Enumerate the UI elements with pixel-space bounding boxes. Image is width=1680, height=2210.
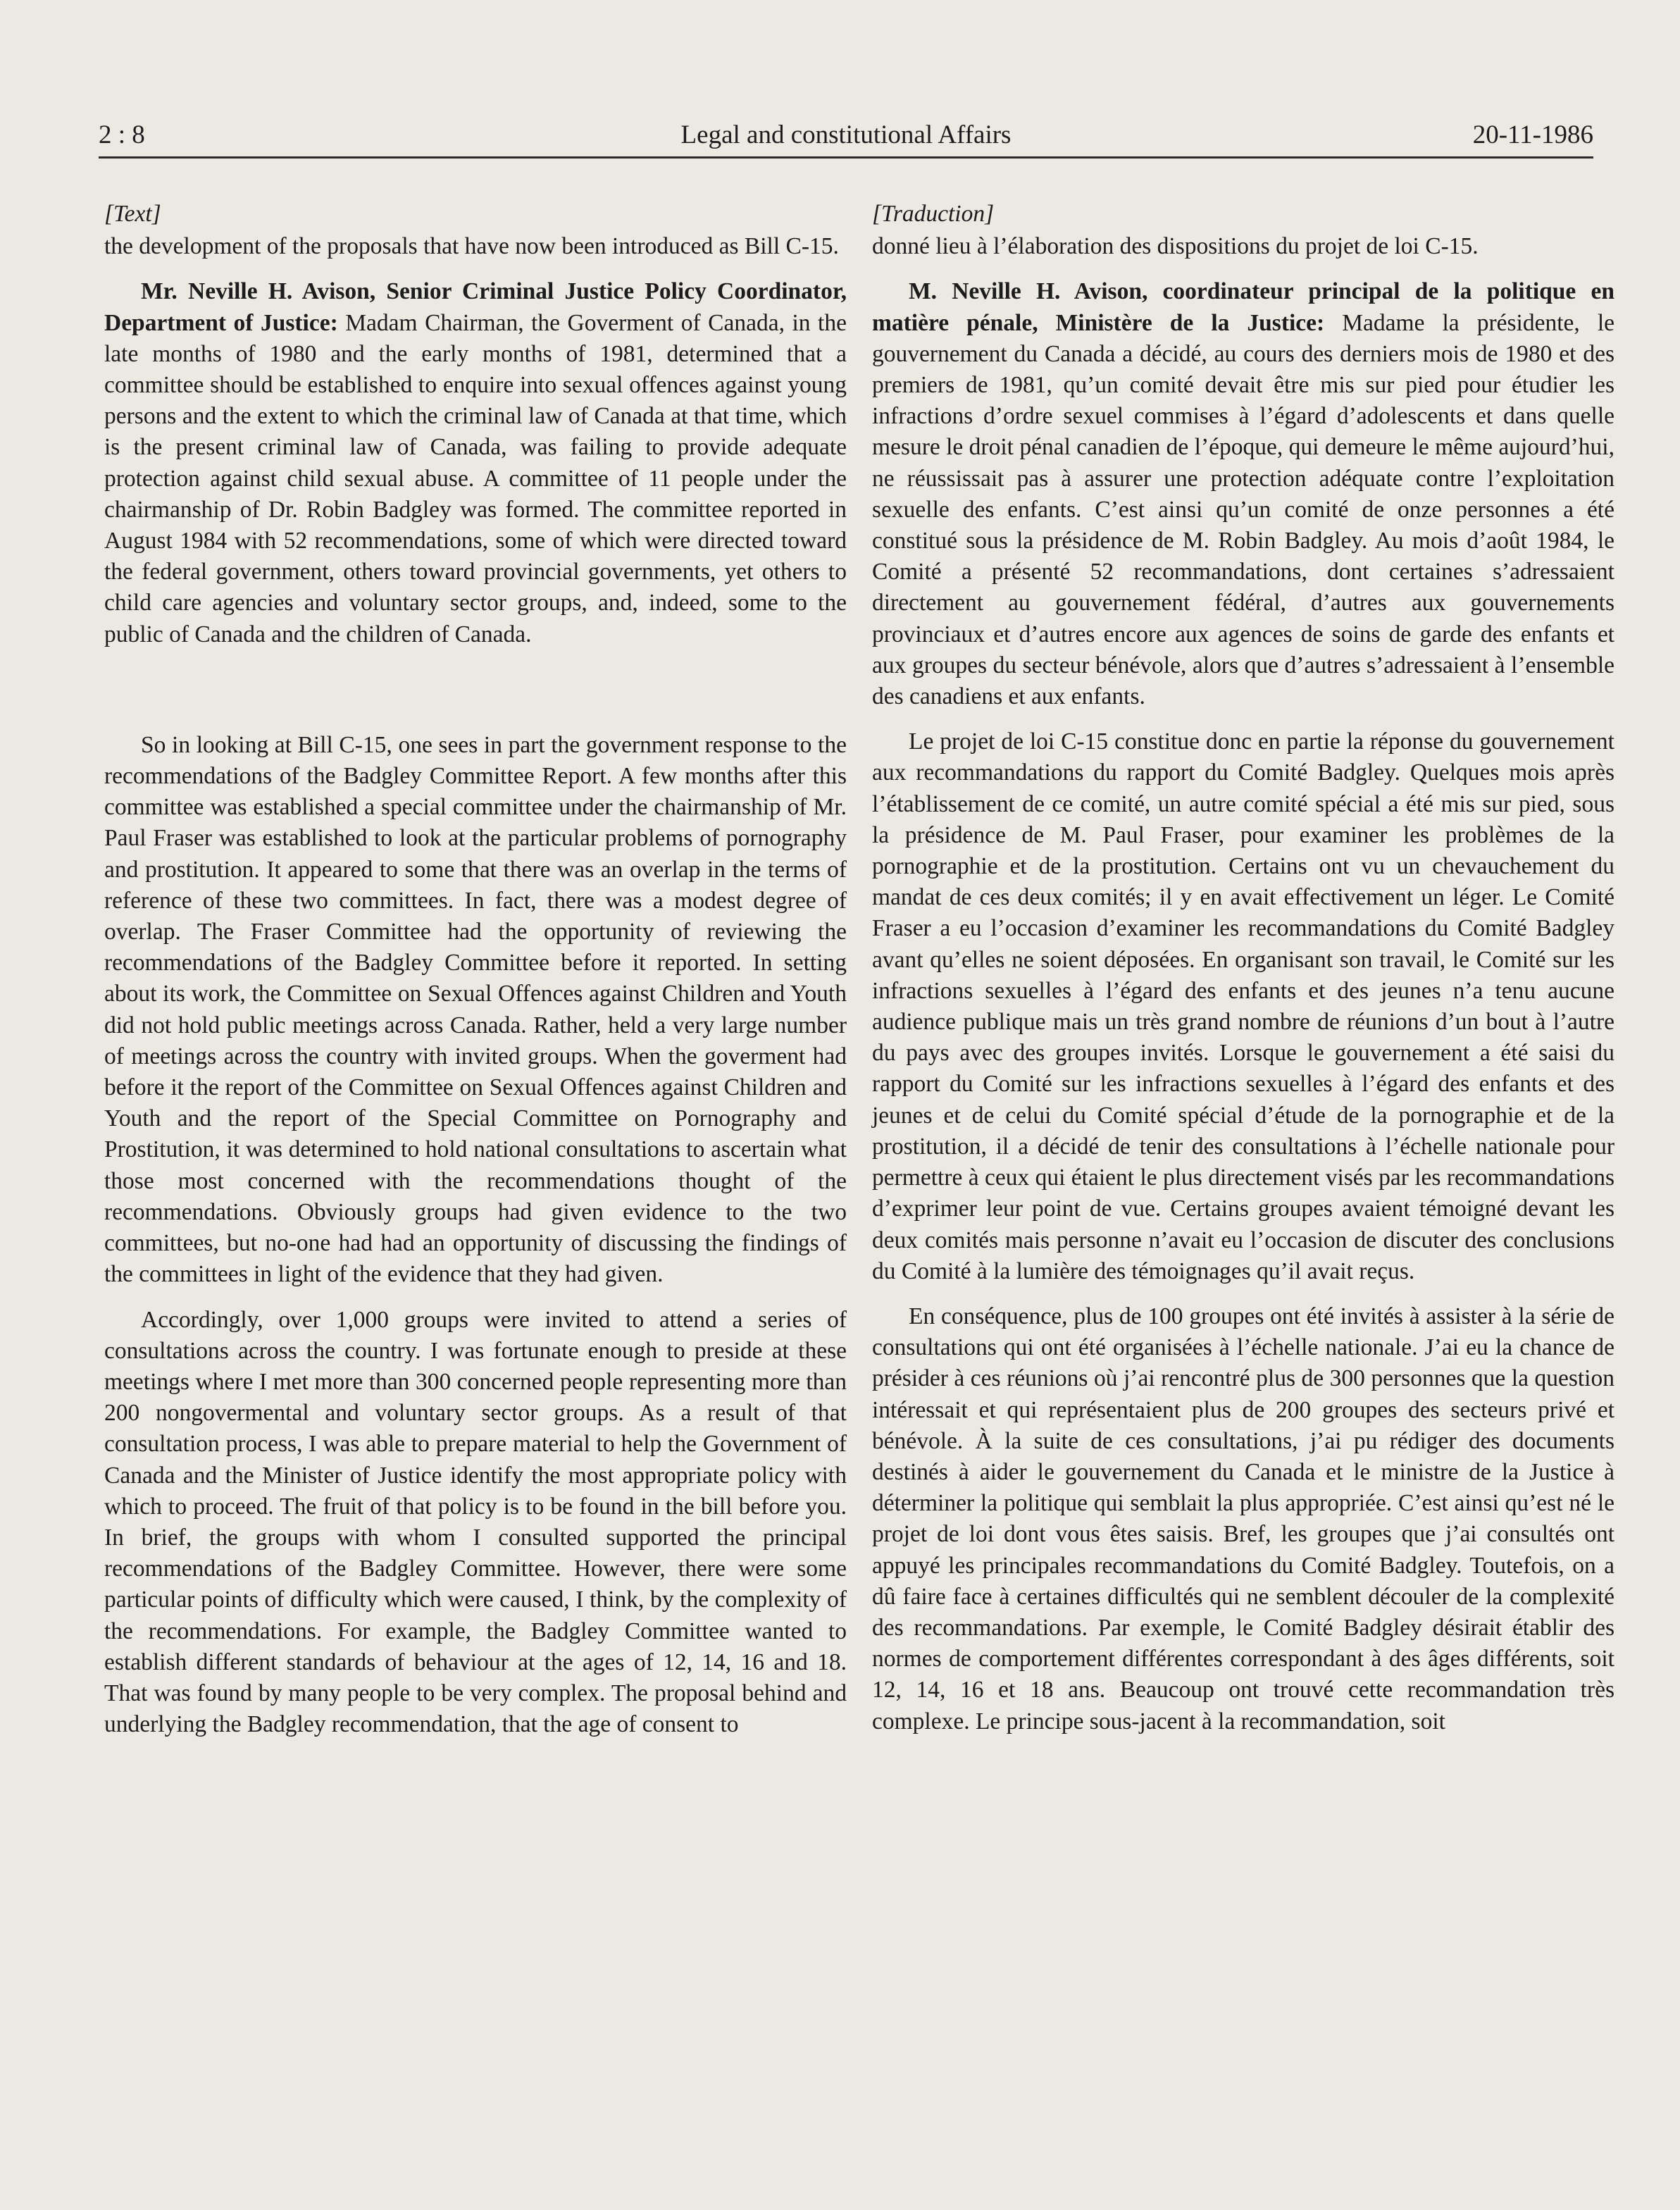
page-number: 2 : 8 [99, 120, 145, 149]
paragraph [104, 276, 847, 650]
speaker-name: M. Neville H. Avison, coordinateur principal de la politique en matière pénale, Ministère de la Justice: [872, 278, 1614, 336]
page-date: 20-11-1986 [1472, 120, 1593, 149]
paragraph: En conséquence, plus de 100 groupes ont été invités à assister à la série de consultations qui ont été organisées à l’échelle nationale. J’ai eu la chance de présider à ces réunions où j’ai rencontré plus de 300 personnes que la question intéressait et qui représentaient plus de 200 groupes des secteurs privé et bénévole. À la suite de ces consultations, j’ai pu rédiger des documents destinés à aider le gouvernement du Canada et le ministre de la Justice à déterminer la politique qui semblait la plus appropriée. C’est ainsi qu’est né le projet de loi dont vous êtes saisis. Bref, les groupes que j’ai consultés ont appuyé les principales recommandations du Comité Badgley. Toutefois, on a dû faire face à certaines difficultés qui ne semblent découler de la complexité des recommandations. Par exemple, le Comité Badgley désirait établir des normes de comportement différentes correspondant à des âges différents, soit 12, 14, 16 et 18 ans. Beaucoup ont trouvé cette recommandation très complexe. Le principe sous-jacent à la recommandation, soit [872, 1303, 1614, 1734]
speaker-text: Madam Chairman, the Goverment of Canada, in the late months of 1980 and the early months of 1981, determined that a committee should be established to enquire into sexual offences against young persons and the extent to which the criminal law of Canada at that time, which is the present criminal law of Canada, was failing to provide adequate protection against child sexual abuse. A committee of 11 people under the chairmanship of Dr. Robin Badgley was formed. The committee reported in August 1984 with 52 recommendations, some of which were directed toward the federal government, others toward provincial governments, yet others to child care agencies and voluntary sector groups, and, indeed, some to the public of Canada and the children of Canada. [104, 309, 847, 647]
column-tag: [Text] [104, 201, 161, 227]
paragraph: the development of the proposals that have now been introduced as Bill C-15. [104, 233, 839, 260]
speaker-text: Madame la présidente, le gouvernement du Canada a décidé, au cours des derniers mois de 1980 et des premiers de 1981, qu’un comité devait être mis sur pied pour étudier les infractions d’ordre sexuel commises à l’égard d’adolescents et dans quelle mesure le droit pénal canadien de l’époque, qui demeure le même aujourd’hui, ne réussissait pas à assurer une protection adéquate contre l’exploitation sexuelle des enfants. C’est ainsi qu’un comité de onze personnes a été constitué sous la présidence de M. Robin Badgley. Au mois d’août 1984, le Comité a présenté 52 recommandations, dont certaines s’adressaient directement au gouvernement fédéral, d’autres aux gouvernements provinciaux et d’autres encore aux agences de soins de garde des enfants et aux groupes du secteur bénévole, alors que d’autres s’adressaient à l’ensemble des canadiens et aux enfants. [872, 309, 1614, 710]
paragraph: So in looking at Bill C-15, one sees in part the government response to the recommendations of the Badgley Committee Report. A few months after this committee was established a special committee under the chairmanship of Mr. Paul Fraser was established to look at the particular problems of pornography and prostitution. It appeared to some that there was an overlap in the terms of reference of these two committees. In fact, there was a modest degree of overlap. The Fraser Committee had the opportunity of reviewing the recommendations of the Badgley Committee before it reported. In setting about its work, the Committee on Sexual Offences against Children and Youth did not hold public meetings across Canada. Rather, held a very large number of meetings across the country with invited groups. When the goverment had before it the report of the Committee on Sexual Offences against Children and Youth and the report of the Special Committee on Pornography and Prostitution, it was determined to hold national consultations to ascertain what those most concerned with the recommendations thought of the recommendations. Obviously groups had given evidence to the two committees, but no-one had had an opportunity of discussing the findings of the committees in light of the evidence that they had given. [104, 731, 847, 1288]
english-column [104, 199, 847, 1740]
running-title: Legal and constitutional Affairs [680, 120, 1012, 149]
french-column [872, 199, 1614, 1737]
paragraph: Le projet de loi C-15 constitue donc en partie la réponse du gouvernement aux recommandations du rapport du Comité Badgley. Quelques mois après l’établissement de ce comité, un autre comité spécial a été mis sur pied, sous la présidence de M. Paul Fraser, pour examiner les problèmes de la pornographie et de la prostitution. Certains ont vu un chevauchement du mandat de ces deux comités; il y en avait effectivement un léger. Le Comité Fraser a eu l’occasion d’examiner les recommandations du Comité Badgley avant qu’elles ne soient déposées. En organisant son travail, le Comité sur les infractions sexuelles à l’égard des enfants et des jeunes n’a tenu aucune audience publique mais un très grand nombre de réunions d’un bout à l’autre du pays avec des groupes invités. Lorsque le gouvernement a été saisi du rapport du Comité sur les infractions sexuelles à l’égard des enfants et des jeunes et de celui du Comité spécial d’étude de la pornographie et de la prostitution, il a décidé de tenir des consultations à l’échelle nationale pour permettre à ceux qui étaient le plus directement visés par les recommandations d’exprimer leur point de vue. Certains groupes avaient témoigné devant les deux comités mais personne n’avait eu l’occasion de discuter des conclusions du Comité à la lumière des témoignages qu’il avait reçus. [872, 728, 1614, 1284]
paragraph: donné lieu à l’élaboration des dispositions du projet de loi C-15. [872, 233, 1479, 260]
paragraph: Accordingly, over 1,000 groups were invited to attend a series of consultations across the country. I was fortunate enough to preside at these meetings where I met more than 300 concerned people representing more than 200 nongovermental and voluntary sector groups. As a result of that consultation process, I was able to prepare material to help the Government of Canada and the Minister of Justice identify the most appropriate policy with which to proceed. The fruit of that policy is to be found in the bill before you. In brief, the groups with whom I consulted supported the principal recommendations of the Badgley Committee. However, there were some particular points of difficulty which were caused, I think, by the complexity of the recommendations. For example, the Badgley Committee wanted to establish different standards of behaviour at the ages of 12, 14, 16 and 18. That was found by many people to be very complex. The proposal behind and underlying the Badgley recommendation, that the age of consent to [104, 1306, 847, 1738]
speaker-name: Mr. Neville H. Avison, Senior Criminal Justice Policy Coordinator, Department of Justice: [104, 278, 847, 336]
column-tag: [Traduction] [872, 201, 995, 227]
page-header [99, 117, 1593, 159]
paragraph [872, 276, 1614, 712]
